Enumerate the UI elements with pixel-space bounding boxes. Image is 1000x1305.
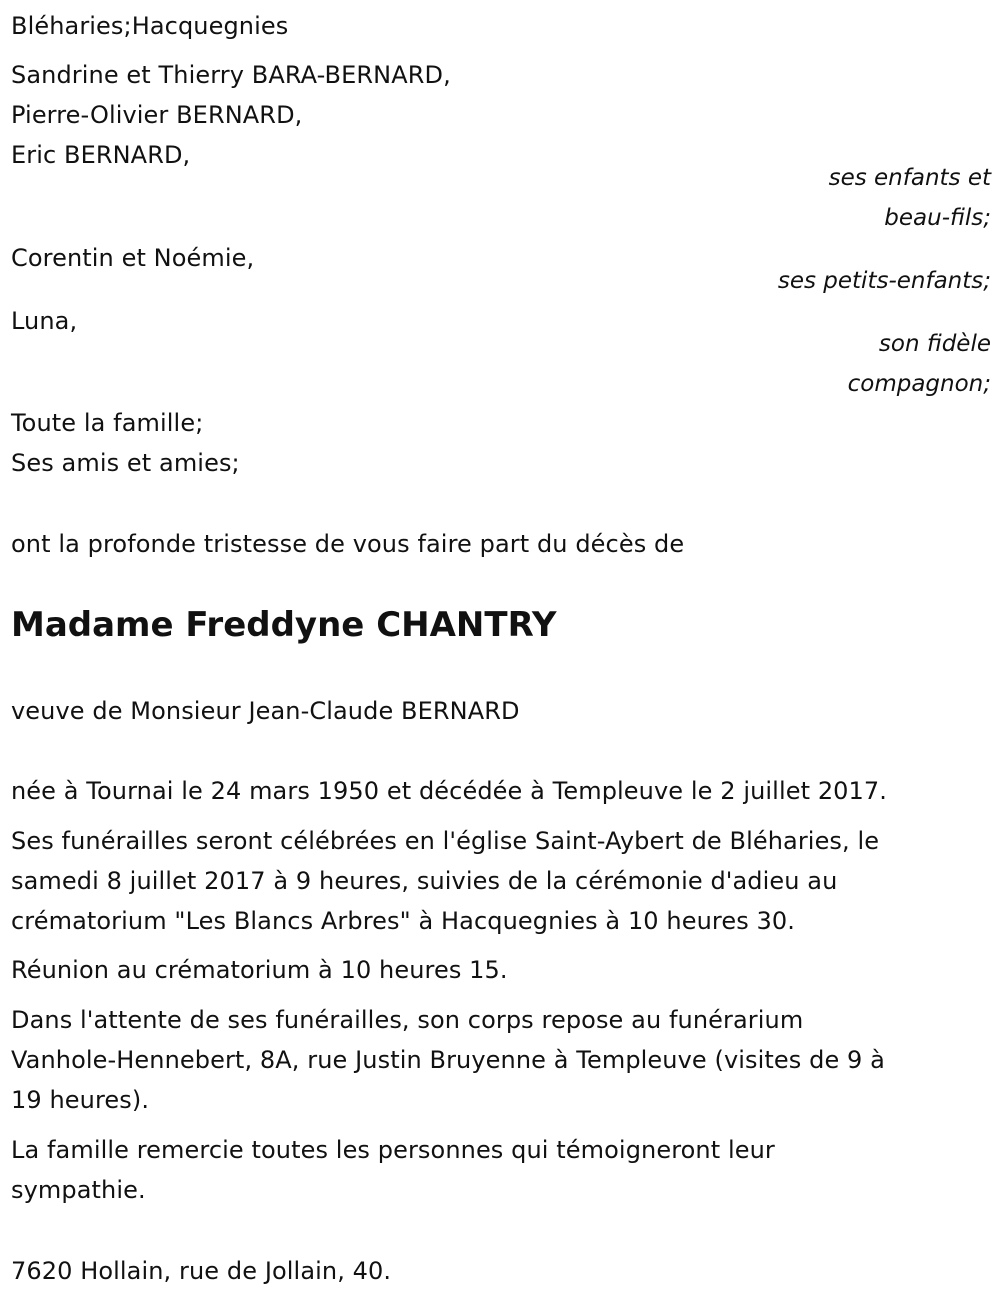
friends-line: Ses amis et amies;: [11, 449, 240, 477]
repose-line-1: Dans l'attente de ses funérailles, son corps repose au funérarium: [11, 1006, 804, 1034]
thanks-line-2: sympathie.: [11, 1176, 146, 1204]
companion-role-line-2: compagnon;: [847, 371, 991, 397]
widow-of-line: veuve de Monsieur Jean-Claude BERNARD: [11, 697, 520, 725]
funeral-line-1: Ses funérailles seront célébrées en l'église Saint-Aybert de Bléharies, le: [11, 827, 880, 855]
companion-role-line-1: son fidèle: [878, 331, 991, 357]
announcement-text: ont la profonde tristesse de vous faire part du décès de: [11, 530, 685, 558]
repose-line-2: Vanhole-Hennebert, 8A, rue Justin Bruyenne à Templeuve (visites de 9 à: [11, 1046, 885, 1074]
companion-name: Luna,: [11, 307, 78, 335]
obituary-page: [11, 0, 991, 1305]
birth-death-line: née à Tournai le 24 mars 1950 et décédée à Templeuve le 2 juillet 2017.: [11, 777, 888, 805]
funeral-line-3: crématorium "Les Blancs Arbres" à Hacquegnies à 10 heures 30.: [11, 907, 796, 935]
funeral-line-2: samedi 8 juillet 2017 à 9 heures, suivies de la cérémonie d'adieu au: [11, 867, 838, 895]
child-name-2: Pierre-Olivier BERNARD,: [11, 101, 303, 129]
location-header: Bléharies;Hacquegnies: [11, 12, 289, 40]
whole-family-line: Toute la famille;: [11, 409, 204, 437]
repose-line-3: 19 heures).: [11, 1086, 150, 1114]
child-name-3: Eric BERNARD,: [11, 141, 191, 169]
thanks-line-1: La famille remercie toutes les personnes qui témoigneront leur: [11, 1136, 775, 1164]
address-line: 7620 Hollain, rue de Jollain, 40.: [11, 1257, 392, 1285]
reunion-line: Réunion au crématorium à 10 heures 15.: [11, 956, 508, 984]
grandchildren-names: Corentin et Noémie,: [11, 244, 255, 272]
grandchildren-role: ses petits-enfants;: [777, 268, 991, 294]
deceased-name: Madame Freddyne CHANTRY: [11, 605, 557, 645]
children-role-line-1: ses enfants et: [828, 165, 991, 191]
children-role-line-2: beau-fils;: [884, 205, 991, 231]
child-name-1: Sandrine et Thierry BARA-BERNARD,: [11, 61, 451, 89]
